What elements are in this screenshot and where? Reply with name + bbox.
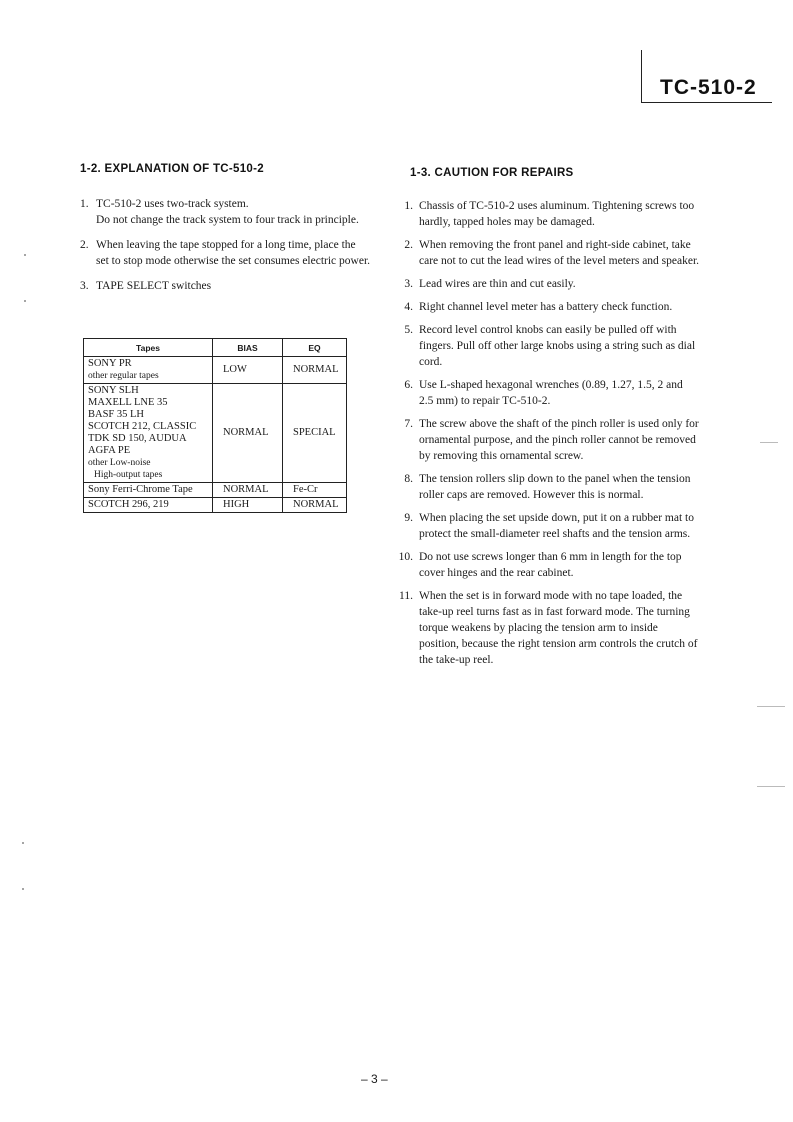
list-item-number: 5. xyxy=(404,324,413,336)
list-item-number: 1. xyxy=(404,200,413,212)
list-item-text: The tension rollers slip down to the panel when the tension roller caps are removed. However this is normal. xyxy=(419,473,691,501)
section-heading-caution: 1-3. CAUTION FOR REPAIRS xyxy=(410,167,574,179)
cell-bias: NORMAL xyxy=(213,483,283,498)
list-item-number: 3. xyxy=(404,278,413,290)
scan-speck xyxy=(22,888,24,890)
tape-name: SONY PR xyxy=(88,358,132,369)
list-item xyxy=(395,322,700,370)
list-item-number: 3. xyxy=(80,280,89,292)
scan-mark xyxy=(760,442,778,443)
table-row xyxy=(84,483,347,498)
list-item xyxy=(395,588,700,668)
explanation-list xyxy=(80,196,370,303)
list-item-text: When placing the set upside down, put it on a rubber mat to protect the small-diameter reel shafts and the tension arms. xyxy=(419,512,694,540)
list-item-text: Chassis of TC-510-2 uses aluminum. Tightening screws too hardly, tapped holes may be damaged. xyxy=(419,200,695,228)
list-item xyxy=(395,416,700,464)
scan-speck xyxy=(24,254,26,256)
cell-tapes xyxy=(84,357,213,384)
tape-name: SCOTCH 296, 219 xyxy=(88,499,169,510)
tape-name: SONY SLH xyxy=(88,385,139,396)
list-item xyxy=(395,198,700,230)
col-header-bias: BIAS xyxy=(213,339,283,357)
tape-name: MAXELL LNE 35 xyxy=(88,397,168,408)
list-item-number: 4. xyxy=(404,301,413,313)
list-item-text: Do not use screws longer than 6 mm in length for the top cover hinges and the rear cabinet. xyxy=(419,551,682,579)
list-item xyxy=(80,237,370,269)
list-item-text: When the set is in forward mode with no tape loaded, the take-up reel turns fast as in fast forward mode. The turning torque weakens by placing the tension arm to inside position, because the right tension arm controls the crutch of the take-up reel. xyxy=(419,590,698,666)
tape-name: TDK SD 150, AUDUA xyxy=(88,433,187,444)
tape-note: High-output tapes xyxy=(94,470,163,480)
cell-tapes xyxy=(84,498,213,513)
col-header-tapes: Tapes xyxy=(84,339,213,357)
list-item-text: Do not change the track system to four track in principle. xyxy=(96,214,359,226)
list-item-number: 6. xyxy=(404,379,413,391)
list-item-number: 2. xyxy=(404,239,413,251)
list-item-text: When leaving the tape stopped for a long time, place the set to stop mode otherwise the set consumes electric power. xyxy=(96,239,371,267)
table-row xyxy=(84,384,347,483)
page-title: TC-510-2 xyxy=(660,76,757,99)
list-item xyxy=(395,549,700,581)
list-item-text: Right channel level meter has a battery check function. xyxy=(419,301,673,313)
tape-name: Sony Ferri-Chrome Tape xyxy=(88,484,193,495)
tape-name: AGFA PE xyxy=(88,445,131,456)
tape-name: SCOTCH 212, CLASSIC xyxy=(88,421,197,432)
cell-bias: HIGH xyxy=(213,498,283,513)
col-header-eq: EQ xyxy=(283,339,347,357)
tape-note: other regular tapes xyxy=(88,371,159,381)
caution-list xyxy=(395,198,700,675)
tape-note: other Low-noise xyxy=(88,458,151,468)
list-item-number: 1. xyxy=(80,198,89,210)
list-item-number: 11. xyxy=(399,590,413,602)
list-item-text: When removing the front panel and right-side cabinet, take care not to cut the lead wires of the level meters and speaker. xyxy=(419,239,700,267)
list-item-number: 7. xyxy=(404,418,413,430)
cell-tapes xyxy=(84,483,213,498)
list-item xyxy=(395,299,700,315)
list-item xyxy=(80,278,370,294)
section-heading-explanation: 1-2. EXPLANATION OF TC-510-2 xyxy=(80,163,264,175)
cell-eq: NORMAL xyxy=(283,357,347,384)
list-item-text: TC-510-2 uses two-track system. xyxy=(96,198,249,210)
cell-tapes xyxy=(84,384,213,483)
list-item-number: 8. xyxy=(404,473,413,485)
list-item xyxy=(395,276,700,292)
page-number: – 3 – xyxy=(361,1072,388,1086)
scan-speck xyxy=(22,842,24,844)
list-item xyxy=(80,196,370,228)
tape-select-table xyxy=(83,338,347,513)
cell-eq: SPECIAL xyxy=(283,384,347,483)
list-item xyxy=(395,237,700,269)
list-item-number: 10. xyxy=(398,551,413,563)
list-item xyxy=(395,377,700,409)
table-header-row xyxy=(84,339,347,357)
table-row xyxy=(84,357,347,384)
scan-mark xyxy=(757,706,785,707)
list-item xyxy=(395,471,700,503)
list-item-number: 2. xyxy=(80,239,89,251)
tape-name: BASF 35 LH xyxy=(88,409,145,420)
cell-bias: LOW xyxy=(213,357,283,384)
table-row xyxy=(84,498,347,513)
list-item-text: Record level control knobs can easily be pulled off with fingers. Pull off other large knobs using a string such as dial cord. xyxy=(419,324,696,368)
cell-eq: Fe-Cr xyxy=(283,483,347,498)
list-item xyxy=(395,510,700,542)
list-item-number: 9. xyxy=(404,512,413,524)
scan-speck xyxy=(24,300,26,302)
list-item-text: The screw above the shaft of the pinch roller is used only for ornamental purpose, and the pinch roller cannot be removed by removing this ornamental screw. xyxy=(419,418,699,462)
cell-eq: NORMAL xyxy=(283,498,347,513)
list-item-text: Lead wires are thin and cut easily. xyxy=(419,278,576,290)
list-item-text: Use L-shaped hexagonal wrenches (0.89, 1.27, 1.5, 2 and 2.5 mm) to repair TC-510-2. xyxy=(419,379,683,407)
list-item-text: TAPE SELECT switches xyxy=(96,280,212,292)
cell-bias: NORMAL xyxy=(213,384,283,483)
scan-mark xyxy=(757,786,785,787)
